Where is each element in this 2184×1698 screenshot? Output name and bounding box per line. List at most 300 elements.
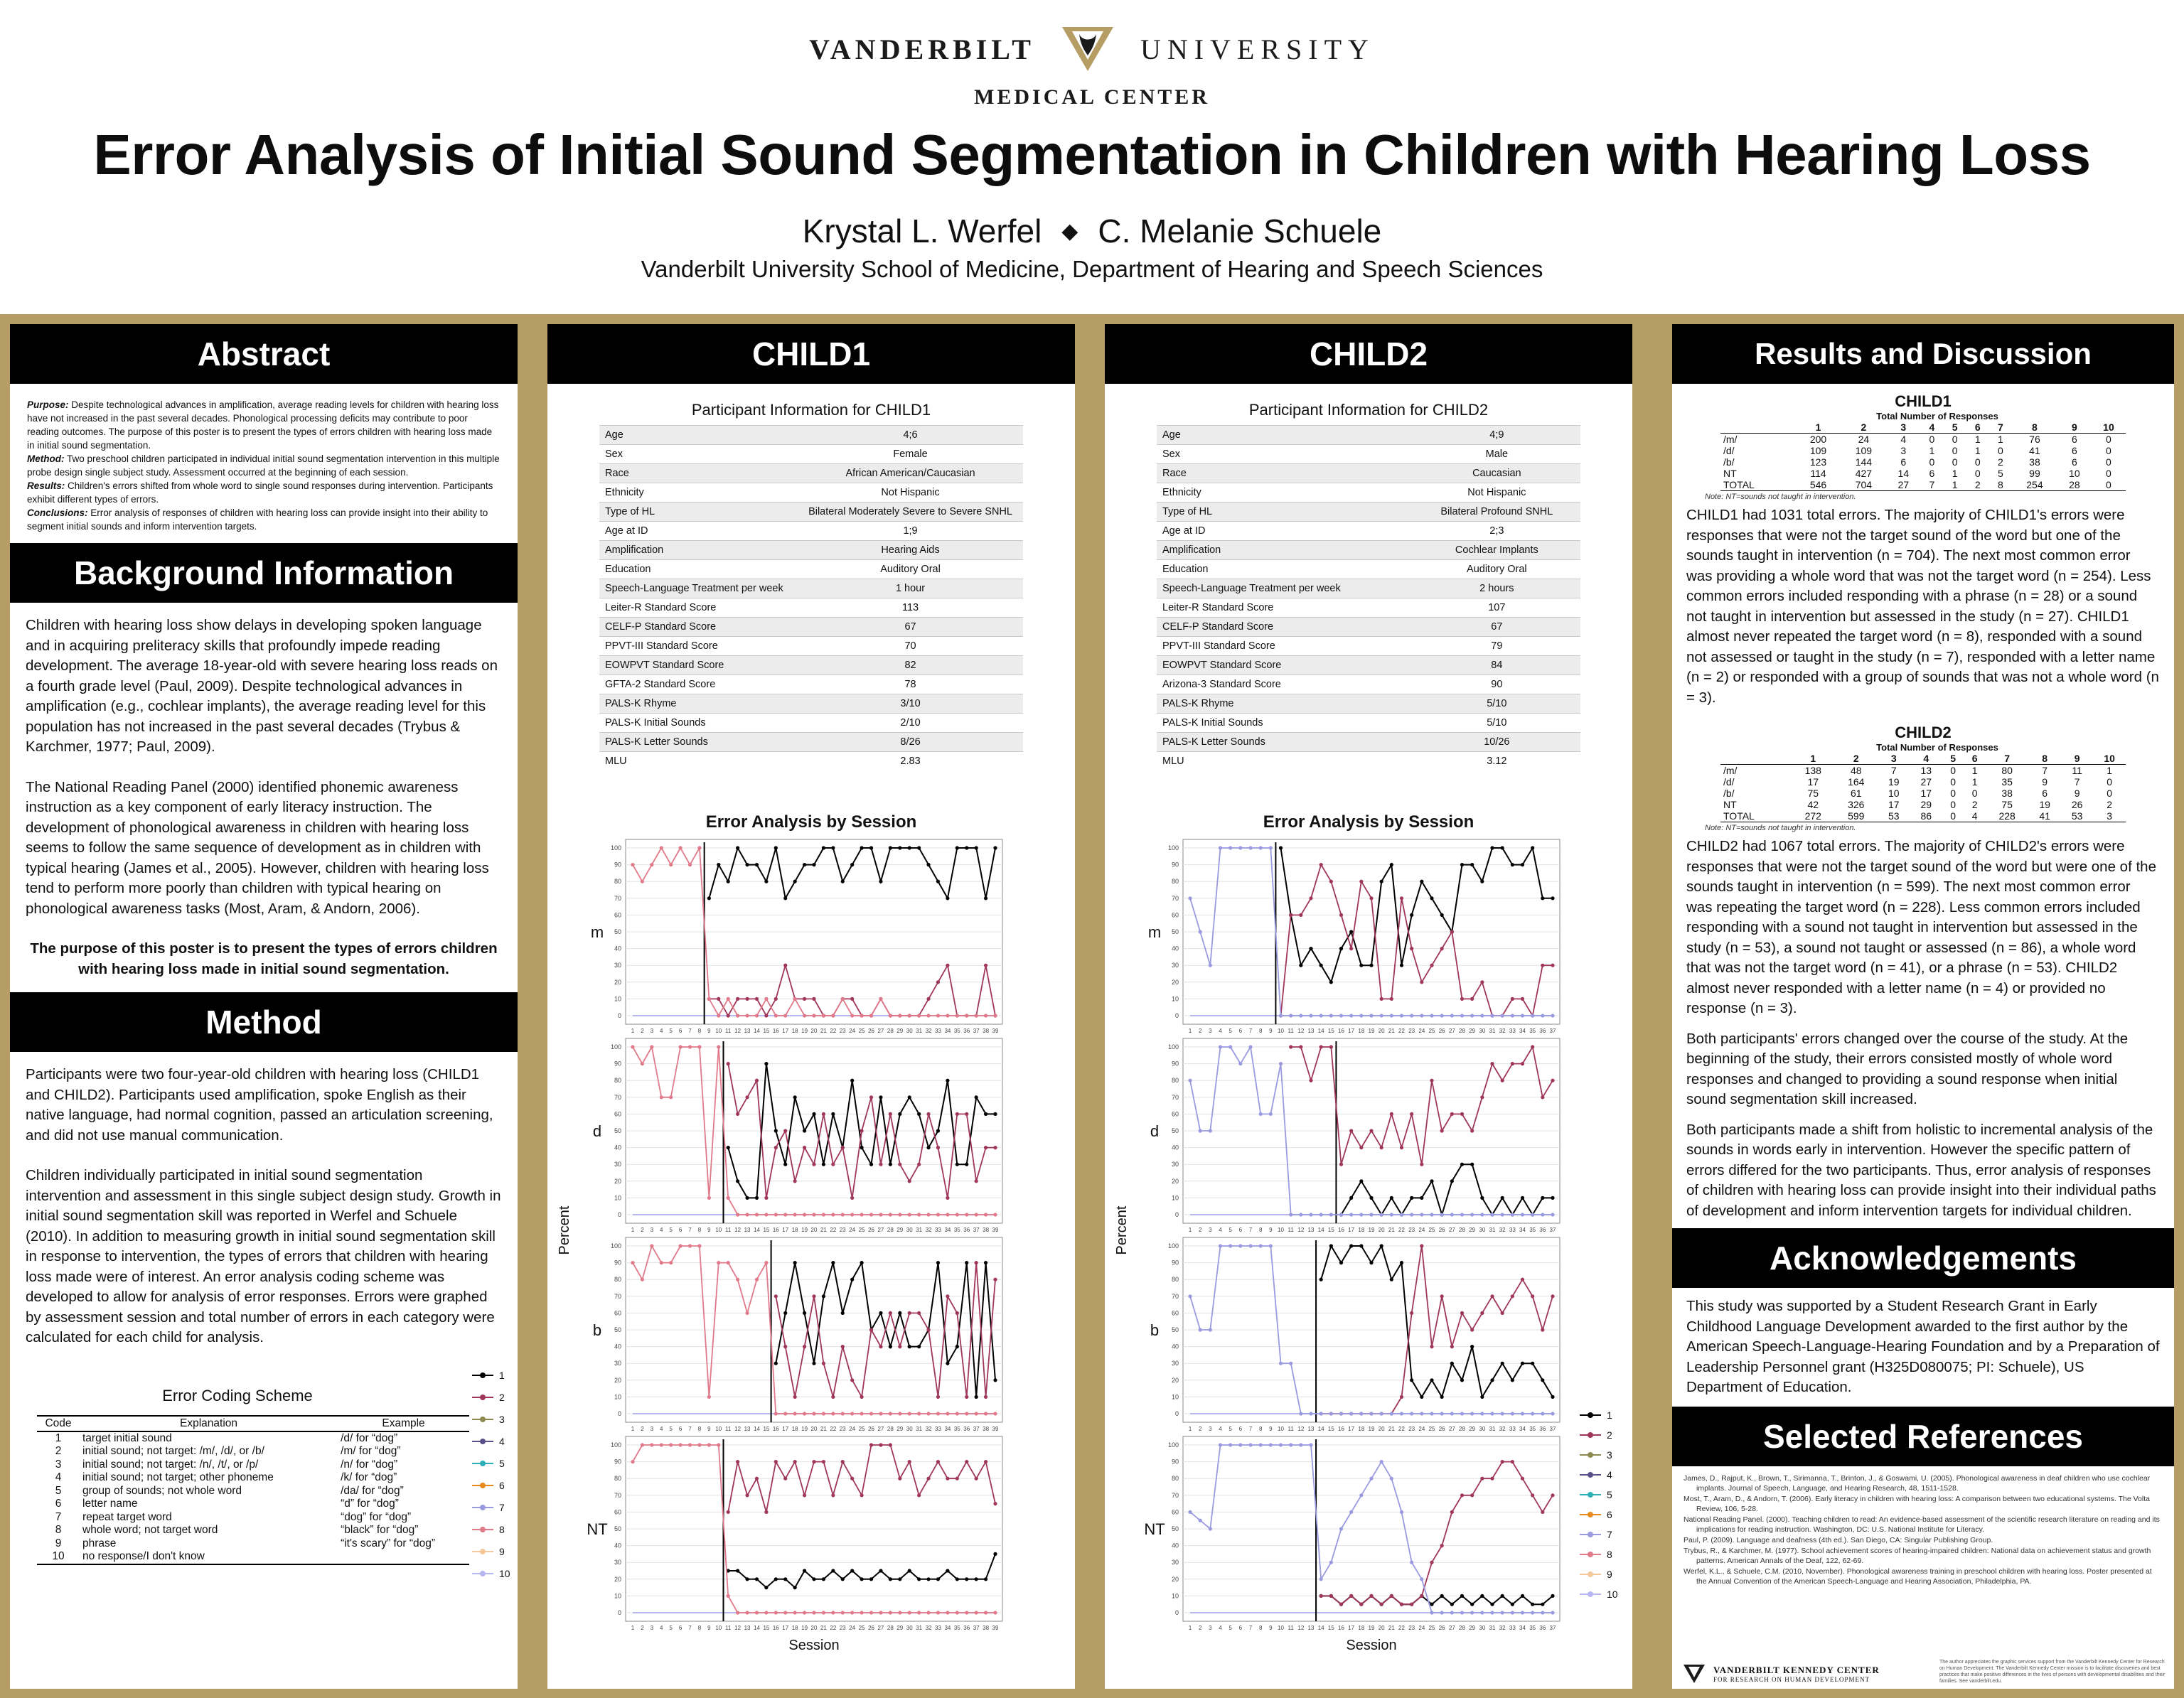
- data-point: [956, 1577, 959, 1581]
- y-tick-label: 50: [1171, 1326, 1179, 1333]
- x-tick-label: 15: [763, 1425, 770, 1432]
- data-point: [774, 1294, 778, 1298]
- x-tick-label: 25: [858, 1624, 865, 1631]
- x-tick-label: 31: [1489, 1027, 1496, 1034]
- data-point: [745, 1195, 749, 1199]
- data-point: [965, 1412, 968, 1415]
- x-tick-label: 13: [1307, 1624, 1315, 1631]
- background-text: [10, 603, 518, 992]
- x-tick-label: 38: [983, 1425, 990, 1432]
- data-point: [841, 1146, 845, 1149]
- data-point: [1541, 1510, 1544, 1513]
- x-tick-label: 10: [1278, 1226, 1284, 1233]
- data-point: [908, 846, 911, 849]
- data-point: [812, 996, 815, 1000]
- coding-code: 8: [55, 1524, 62, 1536]
- x-tick-label: 5: [1228, 1624, 1232, 1631]
- results-cell: 13: [1920, 765, 1932, 776]
- data-point: [850, 1277, 854, 1281]
- row-label: Sex: [1157, 445, 1413, 464]
- data-point: [1470, 1014, 1474, 1017]
- x-tick-label: 25: [858, 1226, 865, 1233]
- conclusions-text: Error analysis of responses of children with hearing loss can provide insight into their ability to segment initial sounds and inform intervention targets.: [27, 507, 488, 532]
- legend-marker: [1588, 1492, 1593, 1498]
- results-cell: 109: [1855, 445, 1873, 456]
- data-point: [803, 1311, 806, 1314]
- results-cell: 10: [1888, 788, 1900, 799]
- data-point: [1359, 1493, 1363, 1497]
- data-point: [1410, 1378, 1413, 1382]
- chart-legend-child1: [465, 1361, 515, 1589]
- x-tick-label: 37: [973, 1425, 980, 1432]
- legend-marker: [480, 1461, 486, 1466]
- legend-marker: [1588, 1571, 1593, 1577]
- data-point: [850, 996, 854, 1000]
- data-point: [936, 1395, 940, 1398]
- data-point: [1470, 1129, 1474, 1132]
- results-cell: 200: [1809, 434, 1827, 445]
- data-point: [1329, 1045, 1333, 1048]
- data-point: [1440, 1594, 1444, 1597]
- data-point: [889, 846, 892, 849]
- background-heading: Background Information: [10, 543, 518, 603]
- x-tick-label: 1: [631, 1624, 635, 1631]
- data-point: [850, 1078, 854, 1082]
- data-point: [889, 1162, 892, 1166]
- x-tick-label: 33: [1509, 1027, 1516, 1034]
- row-label: Education: [1157, 560, 1413, 579]
- x-tick-label: 33: [935, 1624, 941, 1631]
- x-tick-label: 26: [1438, 1027, 1445, 1034]
- data-point: [1531, 1493, 1534, 1497]
- data-point: [822, 846, 825, 849]
- data-point: [764, 1062, 768, 1065]
- table-row: [599, 464, 1023, 483]
- x-tick-label: 28: [1459, 1425, 1465, 1432]
- x-tick-label: 29: [1469, 1425, 1476, 1432]
- data-point: [774, 996, 778, 1000]
- results-cell: 6: [2042, 788, 2048, 799]
- data-point: [841, 996, 845, 1000]
- data-point: [1470, 1162, 1474, 1166]
- x-tick-label: 14: [754, 1624, 760, 1631]
- data-point: [1410, 1412, 1413, 1415]
- row-value: 90: [1413, 675, 1580, 694]
- data-point: [1400, 1146, 1403, 1149]
- poster-title: Error Analysis of Initial Sound Segmentation in Children with Hearing Loss: [93, 123, 2091, 186]
- x-tick-label: 11: [725, 1226, 732, 1233]
- x-tick-label: 36: [963, 1226, 970, 1233]
- x-tick-label: 16: [772, 1425, 779, 1432]
- data-point: [1309, 1078, 1312, 1082]
- data-point: [965, 1577, 968, 1581]
- data-point: [793, 879, 797, 883]
- data-point: [917, 1311, 921, 1314]
- y-tick-label: 90: [1171, 1458, 1179, 1466]
- data-point: [1531, 1014, 1534, 1017]
- data-point: [1521, 1412, 1524, 1415]
- results-col-header: 4: [1910, 753, 1942, 765]
- x-tick-label: 26: [868, 1624, 874, 1631]
- data-point: [1359, 1179, 1363, 1183]
- row-label: CELF-P Standard Score: [1157, 618, 1413, 637]
- method-label: Method:: [27, 453, 65, 464]
- data-point: [975, 1261, 978, 1264]
- y-tick-label: 60: [614, 1109, 621, 1117]
- data-point: [946, 1611, 949, 1614]
- data-point: [1329, 1213, 1333, 1216]
- data-point: [764, 1195, 768, 1199]
- results-cell: 38: [2029, 456, 2040, 468]
- data-point: [1420, 1195, 1423, 1199]
- x-tick-label: 27: [1448, 1027, 1455, 1034]
- table-row: [1720, 765, 2126, 777]
- data-point: [1369, 1014, 1373, 1017]
- y-tick-label: 20: [1171, 1376, 1179, 1384]
- panel-label: m: [1147, 923, 1162, 941]
- column-child1: [547, 324, 1075, 1689]
- data-point: [660, 1261, 663, 1264]
- y-tick-label: 100: [610, 1441, 621, 1449]
- data-point: [831, 1014, 835, 1017]
- results-cell: 427: [1855, 468, 1873, 479]
- data-point: [774, 1129, 778, 1132]
- table-row: [1720, 810, 2126, 822]
- x-tick-label: 30: [1479, 1425, 1486, 1432]
- table-row: [599, 637, 1023, 656]
- data-point: [1228, 1045, 1232, 1048]
- table-row: [1157, 483, 1580, 503]
- data-point: [936, 879, 940, 883]
- x-tick-label: 24: [849, 1226, 856, 1233]
- x-tick-label: 5: [1228, 1425, 1232, 1432]
- coding-explanation: repeat target word: [82, 1510, 172, 1523]
- x-tick-label: 30: [906, 1624, 913, 1631]
- chart-panel-d: [593, 1038, 1002, 1233]
- results-col-header: 1: [1796, 421, 1841, 434]
- x-tick-label: 23: [839, 1027, 846, 1034]
- data-point: [965, 1112, 968, 1115]
- data-point: [936, 1213, 940, 1216]
- data-point: [1460, 1412, 1464, 1415]
- row-label: PALS-K Letter Sounds: [1157, 733, 1413, 752]
- y-tick-label: 0: [617, 1608, 621, 1616]
- y-tick-label: 0: [617, 1210, 621, 1218]
- y-tick-label: 40: [1171, 1542, 1179, 1549]
- table-row: [1157, 598, 1580, 618]
- data-point: [908, 1014, 911, 1017]
- y-tick-label: 50: [1171, 1525, 1179, 1532]
- x-tick-label: 2: [641, 1624, 644, 1631]
- y-tick-label: 70: [1171, 1093, 1179, 1101]
- x-tick-label: 35: [953, 1027, 960, 1034]
- child2-error-chart: [1105, 832, 1632, 1671]
- data-point: [669, 1095, 673, 1099]
- results-row-label: NT: [1723, 799, 1737, 810]
- x-tick-label: 32: [1499, 1624, 1506, 1631]
- results-col-header: 9: [2061, 753, 2093, 765]
- data-point: [1541, 1378, 1544, 1382]
- data-point: [831, 1395, 835, 1398]
- data-point: [860, 1146, 864, 1149]
- x-tick-label: 23: [1408, 1226, 1415, 1233]
- x-tick-label: 28: [1459, 1624, 1465, 1631]
- x-tick-label: 2: [1198, 1027, 1202, 1034]
- x-tick-label: 7: [688, 1027, 692, 1034]
- x-tick-label: 7: [688, 1624, 692, 1631]
- x-tick-label: 35: [953, 1226, 960, 1233]
- x-tick-label: 8: [697, 1027, 702, 1034]
- results-child2-title: CHILD2: [1895, 724, 1952, 741]
- row-label: Age at ID: [599, 522, 798, 541]
- data-point: [1470, 1412, 1474, 1415]
- data-point: [1329, 1560, 1333, 1564]
- data-point: [946, 1078, 949, 1082]
- x-tick-label: 4: [1219, 1425, 1222, 1432]
- panel-label: d: [592, 1122, 602, 1140]
- data-point: [841, 1460, 845, 1463]
- x-tick-label: 30: [1479, 1226, 1486, 1233]
- table-row: [1157, 426, 1580, 445]
- results-col-header: 2: [1835, 753, 1878, 765]
- x-tick-label: 9: [707, 1425, 711, 1432]
- results-cell: 38: [2001, 788, 2013, 799]
- data-point: [1410, 1311, 1413, 1314]
- row-label: EOWPVT Standard Score: [1157, 656, 1413, 675]
- legend-label: 1: [1607, 1409, 1612, 1421]
- data-point: [1470, 1345, 1474, 1348]
- data-point: [879, 1213, 882, 1216]
- x-tick-label: 38: [983, 1027, 990, 1034]
- x-tick-label: 36: [963, 1624, 970, 1631]
- data-point: [812, 1361, 815, 1365]
- x-tick-label: 6: [678, 1624, 682, 1631]
- data-point: [1339, 947, 1343, 950]
- author-1: Krystal L. Werfel: [802, 213, 1042, 249]
- data-point: [1440, 1611, 1444, 1614]
- data-point: [1470, 1611, 1474, 1614]
- x-tick-label: 3: [1209, 1425, 1212, 1432]
- data-point: [1188, 1294, 1192, 1298]
- x-tick-label: 7: [688, 1425, 692, 1432]
- table-row: [37, 1445, 469, 1458]
- x-tick-label: 31: [916, 1027, 923, 1034]
- data-point: [1339, 913, 1343, 916]
- data-point: [984, 1395, 987, 1398]
- data-point: [783, 896, 787, 900]
- x-tick-label: 18: [1358, 1027, 1365, 1034]
- results-discussion-text: [1672, 832, 2174, 1225]
- x-tick-label: 15: [1327, 1226, 1334, 1233]
- x-tick-label: 18: [1358, 1425, 1365, 1432]
- data-point: [812, 863, 815, 866]
- results-cell: 0: [2107, 788, 2113, 799]
- x-tick-label: 36: [1539, 1624, 1546, 1631]
- data-point: [1501, 1195, 1504, 1199]
- x-tick-label: 20: [1378, 1226, 1385, 1233]
- oak-leaf-v-icon: [1059, 24, 1116, 74]
- data-point: [1269, 846, 1273, 849]
- x-tick-label: 2: [1198, 1624, 1202, 1631]
- affiliation: Vanderbilt University School of Medicine, Department of Hearing and Speech Sciences: [641, 256, 1543, 282]
- poster-header: [0, 0, 2184, 314]
- data-point: [707, 1195, 711, 1199]
- table-row: [599, 598, 1023, 618]
- x-tick-label: 12: [734, 1425, 742, 1432]
- results-p3: Both participants' errors changed over the course of the study. At the beginning of the study, their errors consisted mostly of whole word responses and changed to providing a sound response when initial sound segmentation skill increased.: [1686, 1030, 2129, 1107]
- results-cell: 3: [2093, 810, 2126, 822]
- data-point: [727, 1062, 730, 1065]
- x-tick-label: 34: [944, 1226, 951, 1233]
- data-point: [1320, 1412, 1323, 1415]
- data-point: [745, 996, 749, 1000]
- data-point: [1410, 1602, 1413, 1606]
- results-cell: 53: [1878, 810, 1910, 822]
- data-point: [707, 1395, 711, 1398]
- data-point: [1420, 1014, 1423, 1017]
- data-point: [793, 1586, 797, 1589]
- data-point: [1490, 1378, 1494, 1382]
- poster-frame: [0, 314, 2184, 1698]
- x-tick-label: 17: [1348, 1226, 1355, 1233]
- data-point: [1430, 1611, 1433, 1614]
- legend-label: 1: [499, 1369, 505, 1381]
- x-tick-label: 12: [1297, 1226, 1305, 1233]
- results-cell: 0: [1942, 810, 1964, 822]
- data-point: [707, 896, 711, 900]
- data-point: [1521, 863, 1524, 866]
- data-point: [1219, 1045, 1222, 1048]
- results-cell: 599: [1835, 810, 1878, 822]
- data-point: [1339, 1602, 1343, 1606]
- data-point: [1390, 1412, 1393, 1415]
- data-point: [1551, 1395, 1554, 1398]
- data-point: [926, 1328, 930, 1331]
- x-tick-label: 7: [688, 1226, 692, 1233]
- data-point: [975, 1179, 978, 1183]
- x-tick-label: 25: [858, 1425, 865, 1432]
- data-point: [1369, 1594, 1373, 1597]
- y-tick-label: 0: [1174, 1608, 1179, 1616]
- data-point: [860, 1261, 864, 1264]
- data-point: [1501, 1078, 1504, 1082]
- data-point: [1339, 1261, 1343, 1264]
- x-tick-label: 3: [650, 1624, 654, 1631]
- data-point: [822, 1294, 825, 1298]
- data-point: [908, 1095, 911, 1099]
- row-label: Amplification: [1157, 541, 1413, 560]
- data-point: [1299, 1443, 1302, 1446]
- legend-label: 6: [499, 1479, 505, 1491]
- results-col-header: 8: [2028, 753, 2060, 765]
- x-tick-label: 13: [1307, 1425, 1315, 1432]
- data-point: [889, 1577, 892, 1581]
- vanderbilt-logo: [0, 24, 2184, 74]
- data-point: [956, 1412, 959, 1415]
- data-point: [946, 1569, 949, 1572]
- data-point: [1430, 1213, 1433, 1216]
- x-tick-label: 24: [849, 1425, 856, 1432]
- results-col-header: 6: [1964, 753, 1985, 765]
- data-point: [764, 879, 768, 883]
- table-row: [1157, 694, 1580, 714]
- row-value: Hearing Aids: [798, 541, 1023, 560]
- data-point: [850, 1195, 854, 1199]
- data-point: [803, 996, 806, 1000]
- data-point: [908, 1311, 911, 1314]
- x-tick-label: 9: [707, 1624, 711, 1631]
- data-point: [946, 1412, 949, 1415]
- y-tick-label: 80: [1171, 1076, 1179, 1084]
- row-label: Leiter-R Standard Score: [1157, 598, 1413, 618]
- data-point: [975, 1412, 978, 1415]
- data-point: [793, 1460, 797, 1463]
- x-tick-label: 22: [830, 1226, 837, 1233]
- abstract-text: [10, 384, 518, 539]
- legend-label: 10: [499, 1567, 510, 1579]
- data-point: [889, 1412, 892, 1415]
- coding-explanation: no response/I don't know: [80, 1550, 338, 1564]
- data-point: [1460, 1493, 1464, 1497]
- child2-participant-table: [1157, 425, 1580, 771]
- coding-example: /m/ for “dog”: [341, 1445, 401, 1457]
- x-tick-label: 24: [849, 1027, 856, 1034]
- data-point: [1309, 1014, 1312, 1017]
- data-point: [850, 1569, 854, 1572]
- row-value: Female: [798, 445, 1023, 464]
- data-point: [793, 1213, 797, 1216]
- legend-label: 9: [499, 1545, 505, 1557]
- reference-item: Werfel, K.L., & Schuele, C.M. (2010, November). Phonological awareness training in preschool children with hearing loss. Poster presented at the Annual Convention of the American Speech-Language and Hearing Association, Philadelphia, PA.: [1684, 1567, 2152, 1586]
- data-point: [1531, 846, 1534, 849]
- child2-heading: CHILD2: [1105, 324, 1632, 384]
- x-tick-label: 34: [1519, 1027, 1526, 1034]
- data-point: [1490, 1602, 1494, 1606]
- coding-code: 1: [55, 1431, 62, 1444]
- row-value: 3.12: [1413, 752, 1580, 771]
- data-point: [889, 1014, 892, 1017]
- y-tick-label: 10: [1171, 994, 1179, 1002]
- results-cell: 42: [1807, 799, 1819, 810]
- legend-marker: [480, 1395, 486, 1400]
- data-point: [841, 1412, 845, 1415]
- data-point: [755, 1213, 759, 1216]
- data-point: [1410, 1560, 1413, 1564]
- panel-label: b: [1150, 1321, 1160, 1339]
- data-point: [1390, 1112, 1393, 1115]
- results-cell: 2: [1966, 479, 1989, 491]
- data-point: [1320, 1594, 1323, 1597]
- x-tick-label: 32: [1499, 1226, 1506, 1233]
- data-point: [917, 1014, 921, 1017]
- x-tick-label: 8: [697, 1226, 702, 1233]
- y-tick-label: 30: [614, 961, 621, 969]
- data-point: [1380, 1244, 1383, 1247]
- results-cell: 0: [1974, 468, 1981, 479]
- y-tick-label: 30: [614, 1558, 621, 1566]
- y-tick-label: 40: [614, 1542, 621, 1549]
- data-point: [660, 846, 663, 849]
- x-tick-label: 6: [1238, 1027, 1243, 1034]
- table-row: [37, 1485, 469, 1498]
- data-point: [1480, 980, 1484, 984]
- data-point: [736, 1213, 739, 1216]
- data-point: [650, 1244, 653, 1247]
- row-label: Ethnicity: [599, 483, 798, 503]
- data-point: [822, 1577, 825, 1581]
- data-point: [965, 1460, 968, 1463]
- results-cell: 0: [2106, 434, 2111, 445]
